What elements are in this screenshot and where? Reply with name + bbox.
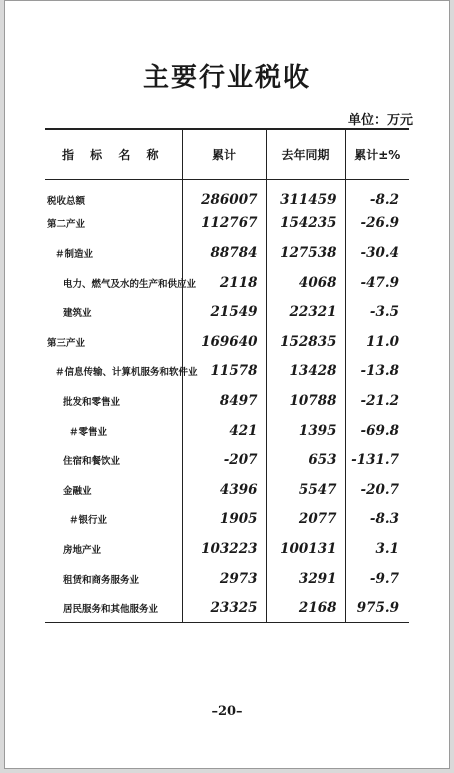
table-row: [45, 386, 409, 416]
row-change-cell: -9.7: [345, 564, 409, 594]
row-name-cell: 电力、燃气及水的生产和供应业: [63, 278, 197, 290]
row-last-year-cell: 311459: [266, 179, 345, 209]
row-change-cell: -21.2: [345, 386, 409, 416]
row-cumulative-cell: 286007: [182, 179, 266, 209]
row-last-year-cell: 13428: [266, 357, 345, 387]
row-change-cell: -8.2: [345, 179, 409, 209]
row-last-year-cell: 653: [266, 445, 345, 475]
row-cumulative-cell: 1905: [182, 505, 266, 535]
row-change-cell: -13.8: [345, 357, 409, 387]
row-last-year-cell: 154235: [266, 209, 345, 239]
row-cumulative-cell: -207: [182, 445, 266, 475]
row-last-year-cell: 1395: [266, 416, 345, 446]
table-row: [45, 534, 409, 564]
row-change-cell: -30.4: [345, 238, 409, 268]
row-last-year-cell: 100131: [266, 534, 345, 564]
table-row: [45, 445, 409, 475]
row-name-cell: 金融业: [63, 485, 92, 497]
row-name-cell: 第二产业: [47, 219, 86, 231]
row-name-cell: 批发和零售业: [63, 396, 121, 408]
header-change: 累计±%: [345, 129, 409, 179]
unit-label: 单位：万元: [347, 113, 413, 128]
row-cumulative-cell: 421: [182, 416, 266, 446]
row-last-year-cell: 2168: [266, 593, 345, 623]
header-cumulative: 累计: [182, 129, 266, 179]
header-indicator-name: 指 标 名 称: [61, 147, 165, 162]
row-name-cell: ＃制造业: [55, 248, 94, 260]
row-cumulative-cell: 2118: [182, 268, 266, 298]
row-name-cell: 住宿和餐饮业: [63, 456, 121, 468]
row-cumulative-cell: 2973: [182, 564, 266, 594]
row-change-cell: -26.9: [345, 209, 409, 239]
row-name-cell: 租赁和商务服务业: [63, 574, 140, 586]
document-page: [4, 0, 450, 769]
row-cumulative-cell: 21549: [182, 297, 266, 327]
row-last-year-cell: 4068: [266, 268, 345, 298]
table-header-row: [45, 129, 409, 179]
row-last-year-cell: 152835: [266, 327, 345, 357]
row-cumulative-cell: 11578: [182, 357, 266, 387]
table-row: [45, 179, 409, 209]
row-name-cell: 税收总额: [47, 195, 86, 207]
table-row: [45, 416, 409, 446]
row-change-cell: -69.8: [345, 416, 409, 446]
table-row: [45, 564, 409, 594]
row-change-cell: 3.1: [345, 534, 409, 564]
row-name-cell: 第三产业: [47, 337, 86, 349]
row-name-cell: 房地产业: [63, 544, 102, 556]
table-row: [45, 593, 409, 623]
row-last-year-cell: 127538: [266, 238, 345, 268]
row-cumulative-cell: 8497: [182, 386, 266, 416]
row-last-year-cell: 5547: [266, 475, 345, 505]
row-name-cell: ＃银行业: [69, 515, 108, 527]
row-cumulative-cell: 169640: [182, 327, 266, 357]
row-last-year-cell: 3291: [266, 564, 345, 594]
header-last-year: 去年同期: [266, 129, 345, 179]
table-body: [45, 179, 409, 623]
tax-table: [45, 128, 409, 623]
row-change-cell: -47.9: [345, 268, 409, 298]
row-change-cell: -131.7: [345, 445, 409, 475]
row-last-year-cell: 22321: [266, 297, 345, 327]
row-name-cell: ＃信息传输、计算机服务和软件业: [55, 367, 198, 379]
table-row: [45, 238, 409, 268]
row-change-cell: 975.9: [345, 593, 409, 623]
table-row: [45, 327, 409, 357]
table-row: [45, 475, 409, 505]
page-number: –20–: [211, 704, 243, 719]
tax-table-container: [45, 128, 409, 623]
table-row: [45, 268, 409, 298]
row-last-year-cell: 2077: [266, 505, 345, 535]
row-cumulative-cell: 112767: [182, 209, 266, 239]
table-row: [45, 297, 409, 327]
table-row: [45, 505, 409, 535]
row-name-cell: 居民服务和其他服务业: [63, 603, 159, 615]
table-row: [45, 209, 409, 239]
row-change-cell: -20.7: [345, 475, 409, 505]
row-cumulative-cell: 88784: [182, 238, 266, 268]
row-change-cell: 11.0: [345, 327, 409, 357]
row-change-cell: -3.5: [345, 297, 409, 327]
row-change-cell: -8.3: [345, 505, 409, 535]
row-cumulative-cell: 23325: [182, 593, 266, 623]
page-title: 主要行业税收: [142, 63, 311, 93]
row-name-cell: 建筑业: [63, 308, 92, 320]
row-name-cell: ＃零售业: [69, 426, 108, 438]
table-row: [45, 357, 409, 387]
row-last-year-cell: 10788: [266, 386, 345, 416]
row-cumulative-cell: 4396: [182, 475, 266, 505]
row-cumulative-cell: 103223: [182, 534, 266, 564]
